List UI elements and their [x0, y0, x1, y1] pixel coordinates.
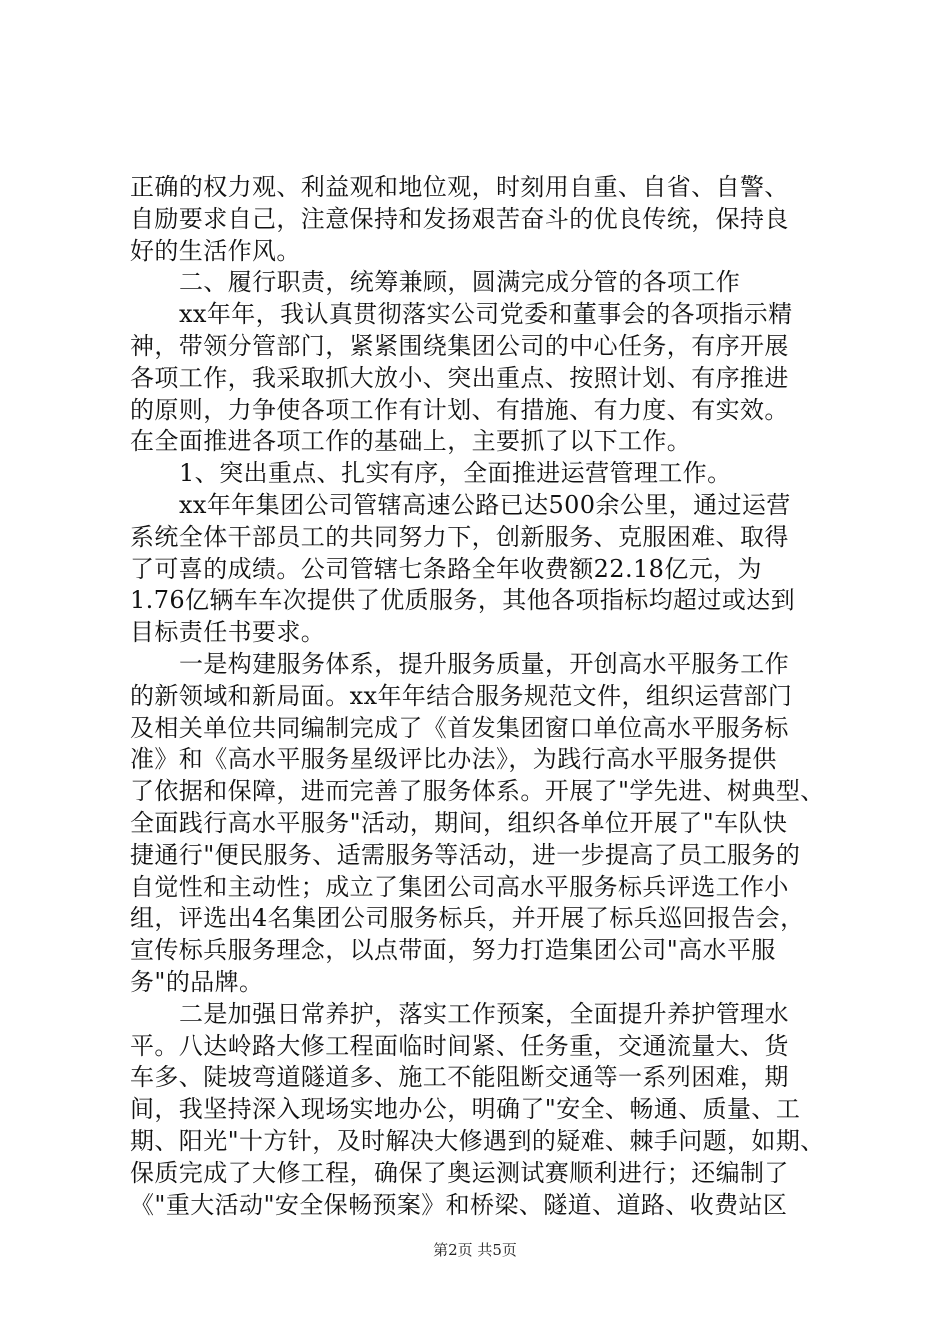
text-line: 1、突出重点、扎实有序，全面推进运营管理工作。: [179, 459, 732, 488]
text-line: xx年年集团公司管辖高速公路已达500余公里，通过运营: [179, 490, 791, 519]
text-line: 捷通行"便民服务、适需服务等活动，进一步提高了员工服务的: [130, 840, 801, 869]
text-line: 务"的品牌。: [130, 967, 264, 996]
text-line: 间，我坚持深入现场实地办公，明确了"安全、畅通、质量、工: [130, 1095, 801, 1124]
text-line: 二是加强日常养护，落实工作预案，全面提升养护管理水: [179, 999, 789, 1028]
text-line: 《"重大活动"安全保畅预案》和桥梁、隧道、道路、收费站区: [130, 1190, 788, 1219]
text-line: 及相关单位共同编制完成了《首发集团窗口单位高水平服务标: [130, 713, 789, 742]
text-line: xx年年，我认真贯彻落实公司党委和董事会的各项指示精: [179, 300, 793, 329]
text-line: 一是构建服务体系，提升服务质量，开创高水平服务工作: [179, 649, 789, 678]
text-line: 组，评选出4名集团公司服务标兵，并开展了标兵巡回报告会，: [130, 904, 805, 933]
document-body: [130, 172, 835, 1221]
text-line: 的原则，力争使各项工作有计划、有措施、有力度、有实效。: [130, 395, 789, 424]
text-line: 各项工作，我采取抓大放小、突出重点、按照计划、有序推进: [130, 363, 789, 392]
text-line: 准》和《高水平服务星级评比办法》，为践行高水平服务提供: [130, 745, 777, 774]
text-line: 1.76亿辆车车次提供了优质服务，其他各项指标均超过或达到: [130, 586, 796, 615]
text-line: 正确的权力观、利益观和地位观，时刻用自重、自省、自警、: [130, 173, 789, 201]
text-line: 的新领域和新局面。xx年年结合服务规范文件，组织运营部门: [130, 681, 793, 710]
page-footer: 第2页 共5页: [433, 1241, 517, 1259]
text-line: 好的生活作风。: [130, 236, 301, 265]
text-line: 目标责任书要求。: [130, 618, 326, 647]
text-line: 期、阳光"十方针，及时解决大修遇到的疑难、棘手问题，如期、: [130, 1126, 825, 1155]
text-line: 自励要求自己，注意保持和发扬艰苦奋斗的优良传统，保持良: [130, 204, 789, 233]
text-line: 全面践行高水平服务"活动，期间，组织各单位开展了"车队快: [130, 808, 788, 837]
text-line: 在全面推进各项工作的基础上，主要抓了以下工作。: [130, 427, 692, 456]
text-line: 神，带领分管部门，紧紧围绕集团公司的中心任务，有序开展: [130, 331, 789, 360]
text-line: 宣传标兵服务理念，以点带面，努力打造集团公司"高水平服: [130, 936, 776, 965]
text-line: 了可喜的成绩。公司管辖七条路全年收费额22.18亿元，为: [130, 554, 762, 583]
text-line: 系统全体干部员工的共同努力下，创新服务、克服困难、取得: [130, 522, 789, 551]
text-line: 保质完成了大修工程，确保了奥运测试赛顺利进行；还编制了: [130, 1158, 789, 1187]
text-line: 车多、陡坡弯道隧道多、施工不能阻断交通等一系列困难，期: [130, 1063, 789, 1092]
text-line: 二、履行职责，统筹兼顾，圆满完成分管的各项工作: [179, 268, 741, 297]
text-line: 了依据和保障，进而完善了服务体系。开展了"学先进、树典型、: [130, 777, 825, 806]
text-line: 自觉性和主动性；成立了集团公司高水平服务标兵评选工作小: [130, 872, 789, 901]
text-line: 平。八达岭路大修工程面临时间紧、任务重，交通流量大、货: [130, 1031, 789, 1060]
